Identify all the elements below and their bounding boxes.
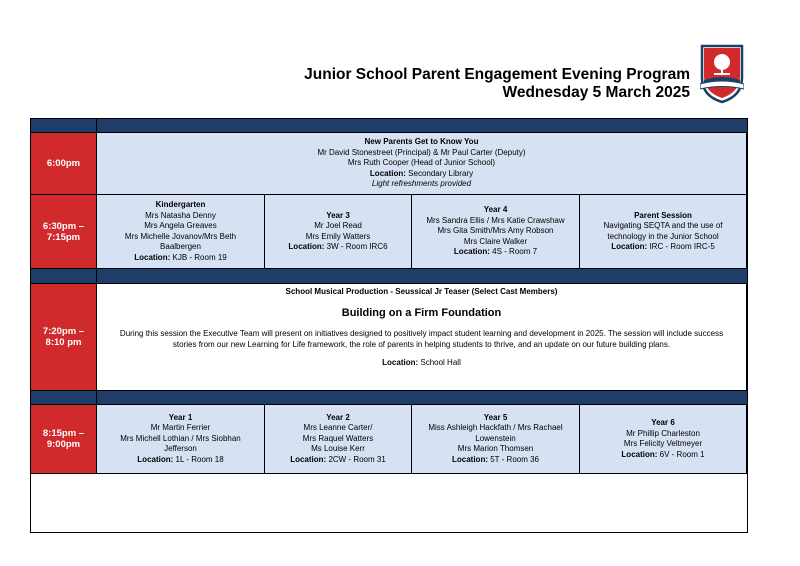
time-slot-600: 6:00pm xyxy=(31,133,97,195)
session-year-5: Year 5 Miss Ashleigh Hackfath / Mrs Rachael Lowenstein Mrs Marion Thomsen Location: 5T - Room 36 xyxy=(412,405,580,474)
session-year-1: Year 1 Mr Martin Ferrier Mrs Michell Lothian / Mrs Siobhan Jefferson Location: 1L - Room 18 xyxy=(97,405,265,474)
time-slot-720: 7:20pm – 8:10 pm xyxy=(31,284,97,391)
program-title: Junior School Parent Engagement Evening Program xyxy=(304,66,690,83)
session-kindergarten: Kindergarten Mrs Natasha Denny Mrs Angela Greaves Mrs Michelle Jovanov/Mrs Beth Baalbergen Location: KJB - Room 19 xyxy=(97,195,265,269)
session-year-2: Year 2 Mrs Leanne Carter/ Mrs Raquel Watters Ms Louise Kerr Location: 2CW - Room 31 xyxy=(265,405,412,474)
time-slot-630: 6:30pm – 7:15pm xyxy=(31,195,97,269)
school-crest-logo xyxy=(700,44,744,104)
session-year-4: Year 4 Mrs Sandra Ellis / Mrs Katie Crawshaw Mrs Gita Smith/Mrs Amy Robson Mrs Claire Walker Location: 4S - Room 7 xyxy=(412,195,580,269)
musical-teaser: School Musical Production - Seussical Jr Teaser (Select Cast Members) xyxy=(285,287,558,296)
session-year-6: Year 6 Mr Phillip Charleston Mrs Felicity Veltmeyer Location: 6V - Room 1 xyxy=(580,405,747,474)
session-description: During this session the Executive Team will present on initiatives designed to positively impact student learning and development in 2025. The session will include success stories from our new Learning for Life framework, the role of parents in helping students to thrive, and an update on our future building plans. xyxy=(119,329,724,349)
program-table xyxy=(30,118,748,533)
divider-band xyxy=(31,269,747,284)
header-band xyxy=(31,119,747,133)
program-date: Wednesday 5 March 2025 xyxy=(502,84,690,101)
session-building-foundation: School Musical Production - Seussical Jr Teaser (Select Cast Members) Building on a Firm Foundation During this session the Executive Team will present on initiatives designed to positively impact student learning and development in 2025. The session will include success stories from our new Learning for Life framework, the role of parents in helping students to thrive, and an update on our future building plans. Location: School Hall xyxy=(97,284,747,391)
session-heading: Building on a Firm Foundation xyxy=(341,306,502,319)
divider-band xyxy=(31,391,747,405)
session-parent-session: Parent Session Navigating SEQTA and the use of technology in the Junior School Location: IRC - Room IRC-5 xyxy=(580,195,747,269)
page-header xyxy=(304,66,690,102)
session-new-parents: New Parents Get to Know You Mr David Stonestreet (Principal) & Mr Paul Carter (Deputy) Mrs Ruth Cooper (Head of Junior School) Location: Secondary Library Light refreshments provided xyxy=(97,133,747,195)
session-title: New Parents Get to Know You xyxy=(364,137,479,147)
time-slot-815: 8:15pm – 9:00pm xyxy=(31,405,97,474)
session-year-3: Year 3 Mr Joel Read Mrs Emily Watters Location: 3W - Room IRC6 xyxy=(265,195,412,269)
